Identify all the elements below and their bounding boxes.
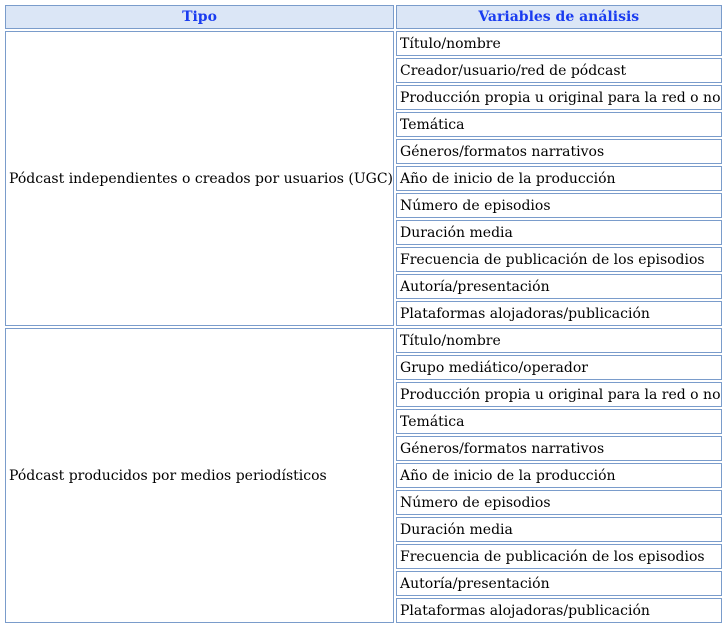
variable-cell: Producción propia u original para la red o no — [396, 85, 721, 110]
variable-cell: Producción propia u original para la red o no — [396, 382, 721, 407]
variable-cell: Frecuencia de publicación de los episodios — [396, 247, 721, 272]
variable-cell: Autoría/presentación — [396, 274, 721, 299]
table-row — [5, 328, 722, 353]
variables-table — [3, 3, 724, 625]
variable-cell: Grupo mediático/operador — [396, 355, 721, 380]
variable-cell: Título/nombre — [396, 328, 721, 353]
variable-cell: Año de inicio de la producción — [396, 166, 721, 191]
variable-cell: Duración media — [396, 220, 721, 245]
variable-cell: Número de episodios — [396, 490, 721, 515]
tipo-cell: Pódcast producidos por medios periodísticos — [5, 328, 394, 623]
variable-cell: Número de episodios — [396, 193, 721, 218]
variable-cell: Plataformas alojadoras/publicación — [396, 598, 721, 623]
variable-cell: Autoría/presentación — [396, 571, 721, 596]
variable-cell: Plataformas alojadoras/publicación — [396, 301, 721, 326]
header-row — [5, 5, 722, 29]
variable-cell: Géneros/formatos narrativos — [396, 436, 721, 461]
header-variables: Variables de análisis — [396, 5, 721, 29]
table-row — [5, 31, 722, 56]
variable-cell: Creador/usuario/red de pódcast — [396, 58, 721, 83]
variable-cell: Temática — [396, 409, 721, 434]
table-body — [5, 31, 722, 623]
header-tipo: Tipo — [5, 5, 394, 29]
variable-cell: Título/nombre — [396, 31, 721, 56]
variable-cell: Año de inicio de la producción — [396, 463, 721, 488]
variable-cell: Frecuencia de publicación de los episodios — [396, 544, 721, 569]
variable-cell: Géneros/formatos narrativos — [396, 139, 721, 164]
tipo-cell: Pódcast independientes o creados por usuarios (UGC) — [5, 31, 394, 326]
variable-cell: Temática — [396, 112, 721, 137]
variable-cell: Duración media — [396, 517, 721, 542]
